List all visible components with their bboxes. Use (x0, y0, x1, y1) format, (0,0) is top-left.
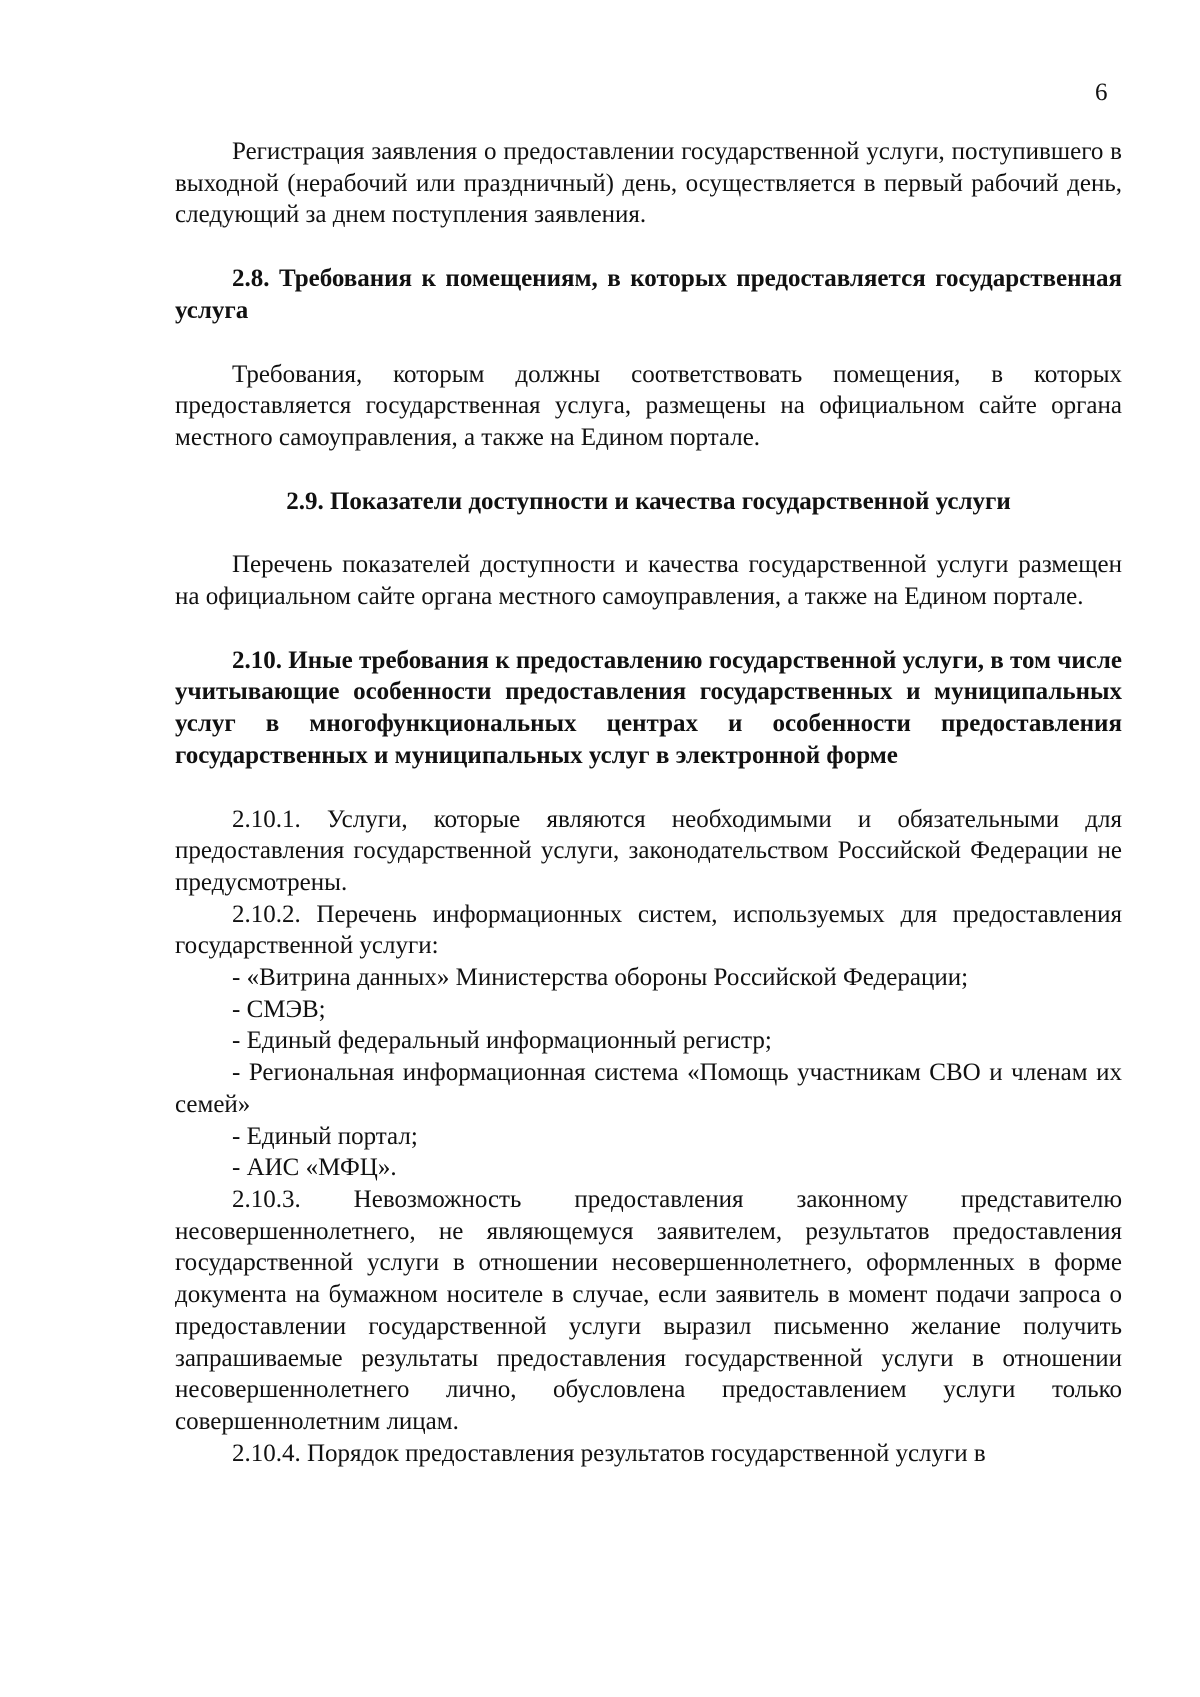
paragraph-indicators-list: Перечень показателей доступности и качества государственной услуги размещен на официальном сайте органа местного самоуправления, а также на Едином портале. (175, 551, 1122, 611)
paragraph-2-10-2: 2.10.2. Перечень информационных систем, используемых для предоставления государственной услуги: (175, 900, 1122, 960)
paragraph-2-10-1: 2.10.1. Услуги, которые являются необходимыми и обязательными для предоставления государственной услуги, законодательством Российской Федерации не предусмотрены. (175, 805, 1122, 896)
list-item: - Единый федеральный информационный регистр; (232, 1027, 772, 1055)
page-number: 6 (1095, 79, 1108, 106)
document-body (175, 136, 1122, 1469)
list-item: - «Витрина данных» Министерства обороны Российской Федерации; (232, 964, 969, 992)
paragraph-2-10-3: 2.10.3. Невозможность предоставления законному представителю несовершеннолетнего, не являющемуся заявителем, результатов предоставления государственной услуги в отношении несовершеннолетнего, оформленных в форме документа на бумажном носителе в случае, если заявитель в момент подачи запроса о предоставлении государственной услуги выразил письменно желание получить запрашиваемые результаты предоставления государственной услуги в отношении несовершеннолетнего лично, обусловлена предоставлением услуги только совершеннолетним лицам. (175, 1185, 1122, 1435)
info-systems-list (175, 962, 1122, 1184)
heading-2-10: 2.10. Иные требования к предоставлению государственной услуги, в том числе учитывающие особенности предоставления государственных и муниципальных услуг в многофункциональных центрах и особенности предоставления государственных и муниципальных услуг в электронной форме (175, 646, 1122, 769)
list-item: - АИС «МФЦ». (232, 1154, 397, 1182)
heading-2-8: 2.8. Требования к помещениям, в которых предоставляется государственная услуга (175, 265, 1122, 324)
paragraph-registration: Регистрация заявления о предоставлении государственной услуги, поступившего в выходной (нерабочий или праздничный) день, осуществляется в первый рабочий день, следующий за днем поступления заявления. (175, 138, 1122, 229)
paragraph-2-10-4: 2.10.4. Порядок предоставления результатов государственной услуги в (232, 1439, 986, 1467)
list-item: - СМЭВ; (232, 995, 326, 1023)
paragraph-premises-requirements: Требования, которым должны соответствовать помещения, в которых предоставляется государственная услуга, размещены на официальном сайте органа местного самоуправления, а также на Едином портале. (175, 360, 1122, 451)
heading-2-9: 2.9. Показатели доступности и качества государственной услуги (286, 487, 1011, 515)
list-item: - Региональная информационная система «Помощь участникам СВО и членам их семей» (175, 1059, 1122, 1118)
list-item: - Единый портал; (232, 1122, 418, 1150)
